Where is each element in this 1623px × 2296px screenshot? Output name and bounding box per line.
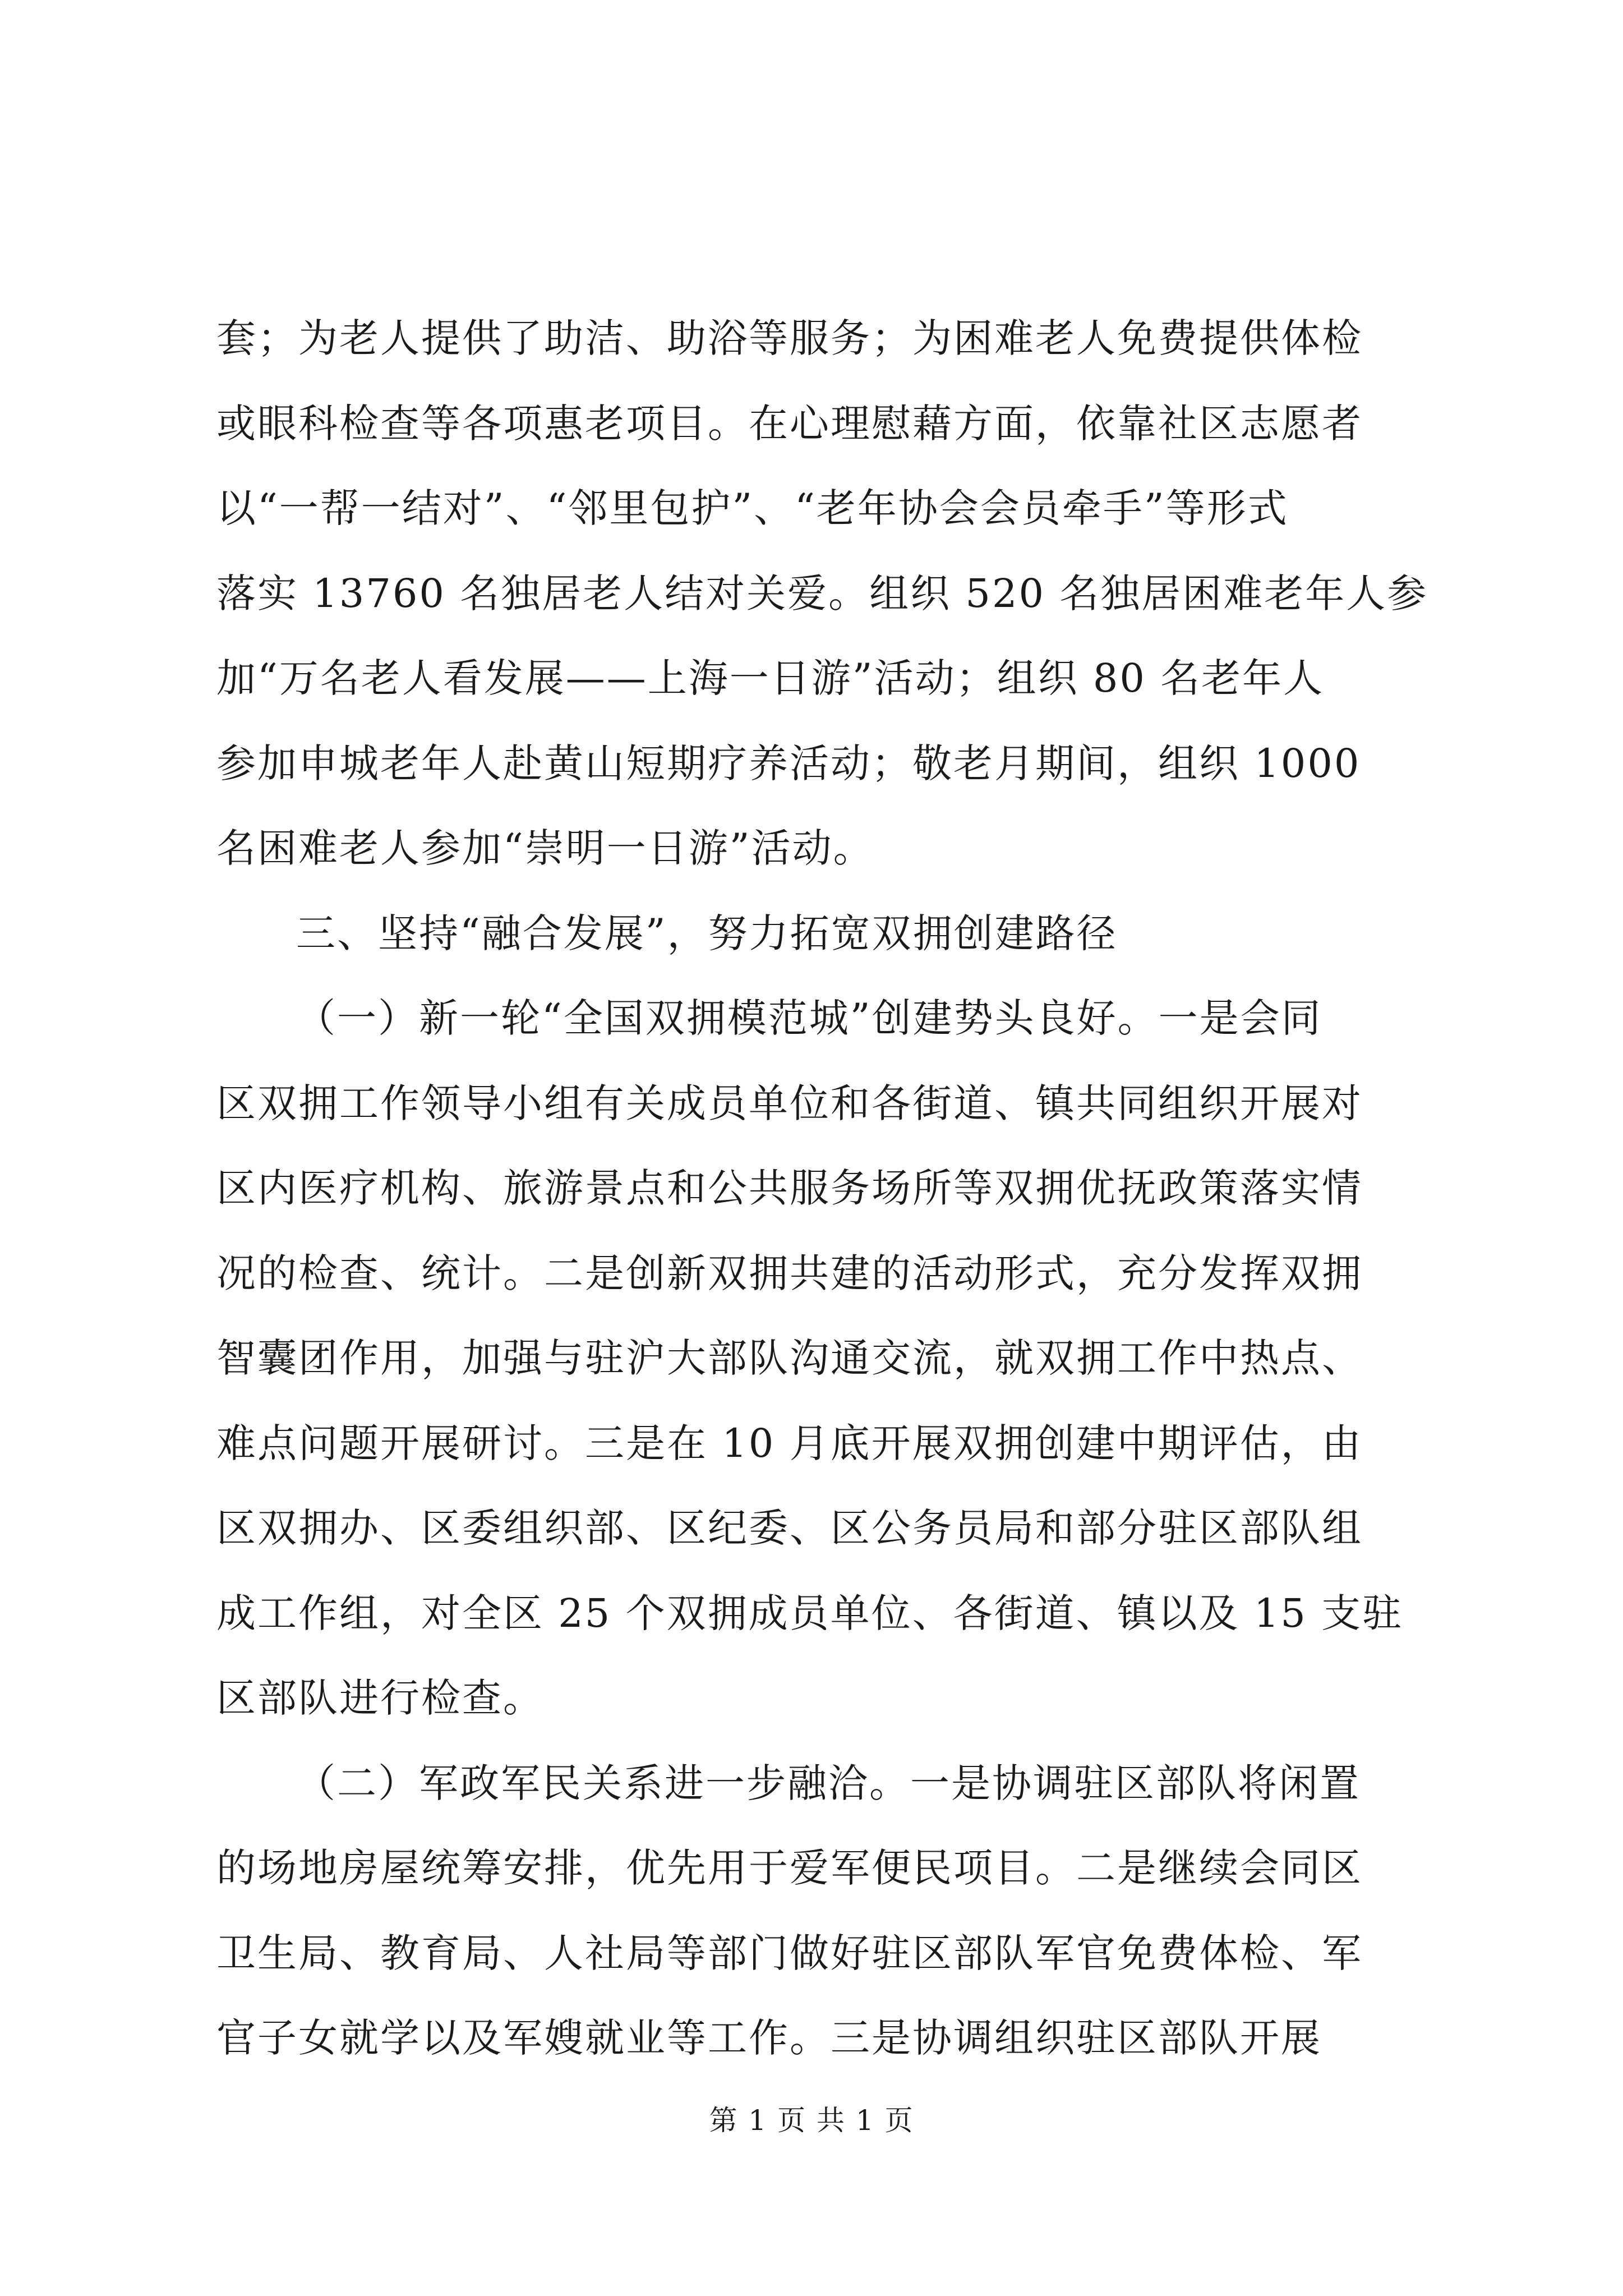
text-line: 以“一帮一结对”、“邻里包护”、“老年协会会员牵手”等形式 bbox=[216, 485, 1289, 531]
text-line: 参加申城老年人赴黄山短期疗养活动；敬老月期间，组织 1000 bbox=[216, 740, 1361, 786]
text-line: 况的检查、统计。二是创新双拥共建的活动形式，充分发挥双拥 bbox=[216, 1250, 1363, 1296]
text-line: 成工作组，对全区 25 个双拥成员单位、各街道、镇以及 15 支驻 bbox=[216, 1590, 1404, 1636]
text-line: 智囊团作用，加强与驻沪大部队沟通交流，就双拥工作中热点、 bbox=[216, 1335, 1363, 1381]
text-line: 卫生局、教育局、人社局等部门做好驻区部队军官免费体检、军 bbox=[216, 1930, 1363, 1976]
text-line: 套；为老人提供了助洁、助浴等服务；为困难老人免费提供体检 bbox=[216, 315, 1363, 361]
text-line: 难点问题开展研讨。三是在 10 月底开展双拥创建中期评估，由 bbox=[216, 1420, 1363, 1466]
document-body bbox=[216, 296, 1428, 2081]
text-line: 区部队进行检查。 bbox=[216, 1675, 544, 1721]
text-line: 区双拥工作领导小组有关成员单位和各街道、镇共同组织开展对 bbox=[216, 1080, 1363, 1126]
text-line: 落实 13760 名独居老人结对关爱。组织 520 名独居困难老年人参 bbox=[216, 570, 1428, 616]
paragraph-start-line: （二）军政军民关系进一步融洽。一是协调驻区部队将闲置 bbox=[296, 1760, 1361, 1806]
text-line: 区双拥办、区委组织部、区纪委、区公务员局和部分驻区部队组 bbox=[216, 1505, 1363, 1551]
text-line: 加“万名老人看发展——上海一日游”活动；组织 80 名老年人 bbox=[216, 655, 1325, 701]
text-line: 区内医疗机构、旅游景点和公共服务场所等双拥优抚政策落实情 bbox=[216, 1165, 1363, 1211]
page-number-footer: 第 1 页 共 1 页 bbox=[709, 2104, 914, 2137]
text-line: 名困难老人参加“崇明一日游”活动。 bbox=[216, 825, 874, 871]
paragraph-start-line: （一）新一轮“全国双拥模范城”创建势头良好。一是会同 bbox=[296, 995, 1322, 1041]
text-line: 的场地房屋统筹安排，优先用于爱军便民项目。二是继续会同区 bbox=[216, 1845, 1363, 1891]
section-heading: 三、坚持“融合发展”，努力拓宽双拥创建路径 bbox=[296, 910, 1118, 956]
text-line: 官子女就学以及军嫂就业等工作。三是协调组织驻区部队开展 bbox=[216, 2015, 1322, 2061]
text-line: 或眼科检查等各项惠老项目。在心理慰藉方面，依靠社区志愿者 bbox=[216, 400, 1363, 447]
